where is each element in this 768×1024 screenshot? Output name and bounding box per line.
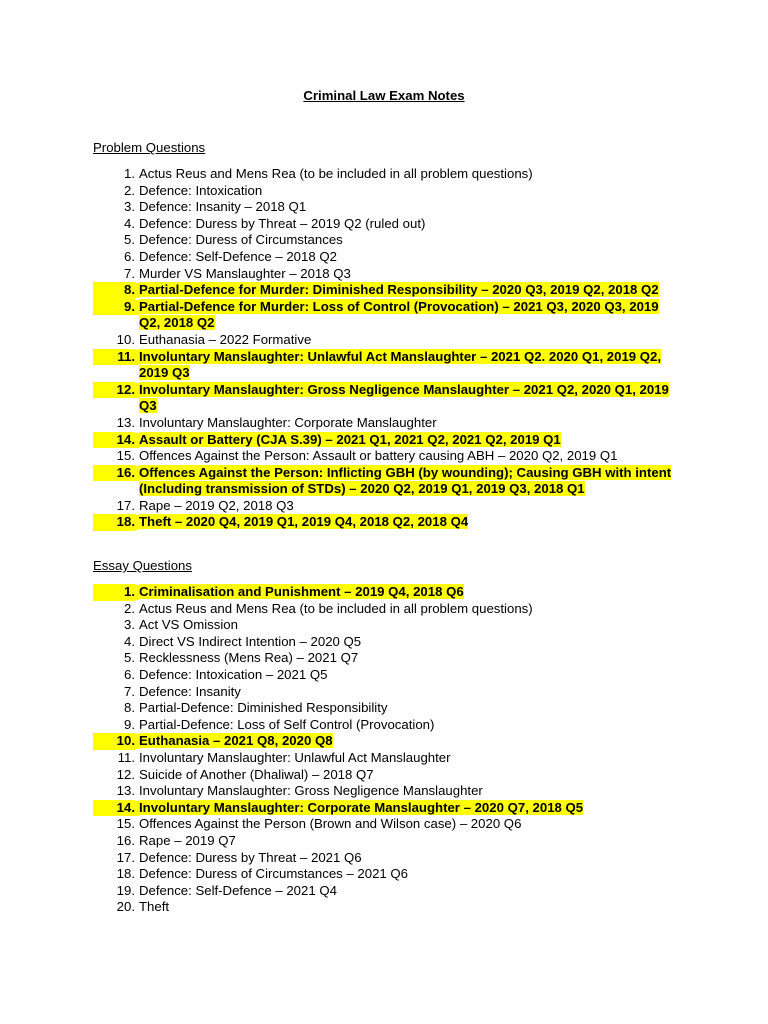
list-item-number: 7. bbox=[124, 683, 135, 699]
list-item bbox=[0, 816, 768, 833]
list-item-text: Offences Against the Person: Assault or battery causing ABH – 2020 Q2, 2019 Q1 bbox=[139, 448, 618, 464]
list-item-text: Defence: Duress of Circumstances – 2021 Q6 bbox=[139, 866, 409, 882]
list-item bbox=[0, 166, 768, 183]
list-item-number: 5. bbox=[124, 232, 135, 248]
list-item-number: 16. bbox=[116, 832, 135, 848]
list-item-number: 10. bbox=[93, 733, 135, 750]
list-item-number: 4. bbox=[124, 633, 135, 649]
list-item bbox=[0, 299, 768, 332]
list-item bbox=[0, 601, 768, 618]
list-item-text: Defence: Duress by Threat – 2021 Q6 bbox=[139, 849, 362, 865]
list-item-number: 8. bbox=[124, 700, 135, 716]
list-item-number: 15. bbox=[116, 448, 135, 464]
list-item bbox=[0, 717, 768, 734]
list-item bbox=[0, 883, 768, 900]
list-item bbox=[0, 266, 768, 283]
list-item-text: Euthanasia – 2021 Q8, 2020 Q8 bbox=[139, 733, 333, 749]
list-item-number: 11. bbox=[117, 749, 135, 765]
list-item-number: 10. bbox=[116, 331, 135, 347]
list-item bbox=[0, 232, 768, 249]
list-item-number: 12. bbox=[93, 382, 135, 399]
list-item-number: 9. bbox=[124, 716, 135, 732]
list-item-number: 17. bbox=[116, 849, 135, 865]
list-item bbox=[0, 684, 768, 701]
list-item-number: 18. bbox=[93, 514, 135, 531]
list-item-text: Act VS Omission bbox=[139, 617, 238, 633]
list-item bbox=[0, 617, 768, 634]
list-item-number: 12. bbox=[116, 766, 135, 782]
list-item-text: Partial-Defence for Murder: Diminished Responsibility – 2020 Q3, 2019 Q2, 2018 Q2 bbox=[139, 282, 659, 298]
list-item-text: Criminalisation and Punishment – 2019 Q4, 2018 Q6 bbox=[139, 584, 464, 599]
list-item bbox=[0, 866, 768, 883]
list-item bbox=[0, 465, 768, 498]
list-item-number: 19. bbox=[116, 882, 135, 898]
list-item-number: 8. bbox=[93, 282, 135, 299]
list-item-text: Involuntary Manslaughter: Unlawful Act Manslaughter bbox=[139, 749, 451, 765]
list-item-text: Suicide of Another (Dhaliwal) – 2018 Q7 bbox=[139, 766, 374, 782]
list-item-number: 13. bbox=[116, 783, 135, 799]
highlight-gap bbox=[135, 466, 139, 481]
list-item bbox=[0, 514, 768, 531]
list-item-text: Defence: Insanity bbox=[139, 683, 241, 699]
list-item-text: Defence: Self-Defence – 2018 Q2 bbox=[139, 248, 337, 264]
list-item-text: Offences Against the Person: Inflicting GBH (by wounding); Causing GBH with intent (Including transmission of STDs) – 2020 Q2, 2019 Q1, 2019 Q3, 2018 Q1 bbox=[139, 464, 672, 497]
list-item-number: 14. bbox=[93, 432, 135, 449]
list-item bbox=[0, 183, 768, 200]
highlight-gap bbox=[135, 283, 139, 298]
highlight-gap bbox=[135, 300, 139, 315]
list-item-number: 17. bbox=[116, 497, 135, 513]
list-item bbox=[0, 432, 768, 449]
list-item-number: 5. bbox=[124, 650, 135, 666]
list-item-number: 13. bbox=[116, 414, 135, 430]
list-item-number: 7. bbox=[124, 265, 135, 281]
list-item bbox=[0, 448, 768, 465]
list-item-text: Euthanasia – 2022 Formative bbox=[139, 331, 312, 347]
list-item bbox=[0, 249, 768, 266]
list-item bbox=[0, 750, 768, 767]
list-item bbox=[0, 216, 768, 233]
list-item-number: 2. bbox=[124, 182, 135, 198]
list-item-number: 11. bbox=[93, 349, 135, 366]
list-item-text: Involuntary Manslaughter: Corporate Manslaughter bbox=[139, 414, 437, 430]
essay-questions-heading: Essay Questions bbox=[93, 558, 192, 573]
list-item-text: Defence: Duress of Circumstances bbox=[139, 232, 343, 248]
list-item-text: Direct VS Indirect Intention – 2020 Q5 bbox=[139, 633, 362, 649]
highlight-gap bbox=[135, 801, 139, 816]
list-item bbox=[0, 899, 768, 916]
list-item bbox=[0, 584, 768, 601]
list-item-text: Defence: Intoxication bbox=[139, 182, 263, 198]
list-item-text: Assault or Battery (CJA S.39) – 2021 Q1, 2021 Q2, 2021 Q2, 2019 Q1 bbox=[139, 431, 561, 447]
highlight-gap bbox=[135, 585, 139, 600]
list-item-text: Partial-Defence: Diminished Responsibility bbox=[139, 700, 388, 716]
list-item-number: 6. bbox=[124, 248, 135, 264]
list-item bbox=[0, 650, 768, 667]
list-item-number: 15. bbox=[116, 816, 135, 832]
list-item-text: Partial-Defence for Murder: Loss of Control (Provocation) – 2021 Q3, 2020 Q3, 2019 Q2, 2018 Q2 bbox=[139, 298, 659, 331]
list-item bbox=[0, 667, 768, 684]
list-item-number: 14. bbox=[93, 800, 135, 817]
page-title: Criminal Law Exam Notes bbox=[303, 88, 465, 103]
list-item-text: Involuntary Manslaughter: Gross Negligence Manslaughter bbox=[139, 783, 483, 799]
list-item bbox=[0, 783, 768, 800]
list-item-number: 3. bbox=[124, 617, 135, 633]
list-item-text: Defence: Intoxication – 2021 Q5 bbox=[139, 666, 328, 682]
list-item bbox=[0, 382, 768, 415]
list-item-text: Involuntary Manslaughter: Corporate Manslaughter – 2020 Q7, 2018 Q5 bbox=[139, 799, 584, 815]
highlight-gap bbox=[135, 383, 139, 398]
list-item-text: Actus Reus and Mens Rea (to be included in all problem questions) bbox=[139, 600, 533, 616]
list-item-text: Involuntary Manslaughter: Unlawful Act Manslaughter – 2021 Q2. 2020 Q1, 2019 Q2, 2019 Q3 bbox=[139, 348, 662, 381]
list-item bbox=[0, 800, 768, 817]
list-item-number: 9. bbox=[93, 299, 135, 316]
list-item-text: Theft bbox=[139, 899, 170, 915]
list-item bbox=[0, 733, 768, 750]
list-item-text: Actus Reus and Mens Rea (to be included in all problem questions) bbox=[139, 166, 533, 181]
essay-questions-list bbox=[0, 584, 768, 916]
highlight-gap bbox=[135, 734, 139, 749]
list-item-text: Recklessness (Mens Rea) – 2021 Q7 bbox=[139, 650, 359, 666]
list-item bbox=[0, 332, 768, 349]
list-item-text: Rape – 2019 Q2, 2018 Q3 bbox=[139, 497, 294, 513]
list-item-text: Offences Against the Person (Brown and Wilson case) – 2020 Q6 bbox=[139, 816, 522, 832]
list-item-text: Rape – 2019 Q7 bbox=[139, 832, 236, 848]
list-item bbox=[0, 700, 768, 717]
list-item bbox=[0, 282, 768, 299]
list-item-text: Defence: Duress by Threat – 2019 Q2 (ruled out) bbox=[139, 215, 426, 231]
list-item-number: 2. bbox=[124, 600, 135, 616]
list-item bbox=[0, 415, 768, 432]
highlight-gap bbox=[135, 515, 139, 530]
list-item-number: 1. bbox=[124, 166, 135, 181]
list-item-number: 16. bbox=[93, 465, 135, 482]
list-item bbox=[0, 767, 768, 784]
list-item bbox=[0, 349, 768, 382]
list-item bbox=[0, 850, 768, 867]
list-item bbox=[0, 833, 768, 850]
list-item-text: Defence: Self-Defence – 2021 Q4 bbox=[139, 882, 337, 898]
list-item bbox=[0, 498, 768, 515]
list-item bbox=[0, 199, 768, 216]
list-item bbox=[0, 634, 768, 651]
problem-questions-list bbox=[0, 166, 768, 531]
list-item-number: 18. bbox=[116, 866, 135, 882]
list-item-text: Partial-Defence: Loss of Self Control (Provocation) bbox=[139, 716, 435, 732]
list-item-text: Defence: Insanity – 2018 Q1 bbox=[139, 199, 307, 215]
problem-questions-heading: Problem Questions bbox=[93, 140, 206, 155]
list-item-number: 4. bbox=[124, 215, 135, 231]
highlight-gap bbox=[135, 350, 139, 365]
list-item-text: Involuntary Manslaughter: Gross Negligence Manslaughter – 2021 Q2, 2020 Q1, 2019 Q3 bbox=[139, 381, 669, 414]
list-item-number: 20. bbox=[116, 899, 135, 915]
list-item-number: 3. bbox=[124, 199, 135, 215]
list-item-text: Murder VS Manslaughter – 2018 Q3 bbox=[139, 265, 351, 281]
highlight-gap bbox=[135, 433, 139, 448]
list-item-number: 6. bbox=[124, 666, 135, 682]
list-item-text: Theft – 2020 Q4, 2019 Q1, 2019 Q4, 2018 Q2, 2018 Q4 bbox=[139, 514, 469, 530]
list-item-number: 1. bbox=[93, 584, 135, 601]
